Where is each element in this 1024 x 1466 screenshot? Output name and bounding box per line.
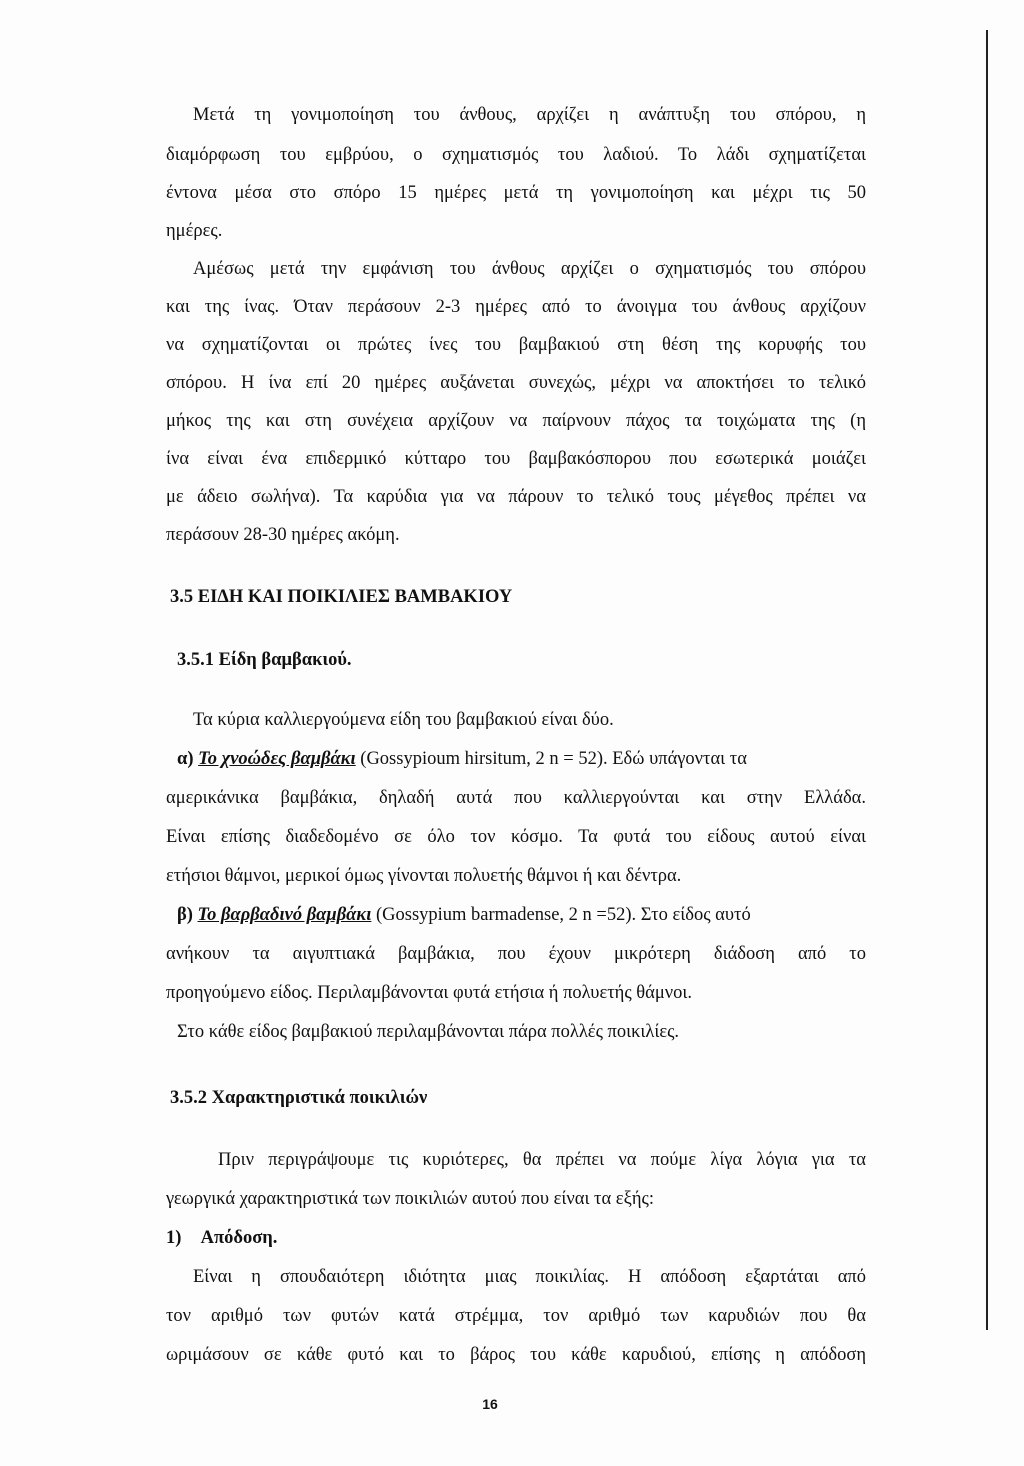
paragraph-line: γεωργικά χαρακτηριστικά των ποικιλιών αυτού που είναι τα εξής: xyxy=(166,1189,654,1209)
species-b-name: Το βαρβαδινό βαμβάκι xyxy=(197,905,372,925)
species-b-rest: (Gossypium barmadense, 2 n =52). Στο είδος αυτό xyxy=(371,905,751,925)
paragraph-line: αμερικάνικα βαμβάκια, δηλαδή αυτά που καλλιεργούνται και στην Ελλάδα. xyxy=(166,788,866,808)
paragraph-line: Είναι επίσης διαδεδομένο σε όλο τον κόσμο. Τα φυτά του είδους αυτού είναι xyxy=(166,827,866,847)
paragraph-line: περάσουν 28-30 ημέρες ακόμη. xyxy=(166,525,400,545)
paragraph-line: ίνα είναι ένα επιδερμικό κύτταρο του βαμβακόσπορου που εσωτερικά μοιάζει xyxy=(166,449,866,469)
paragraph-line: Στο κάθε είδος βαμβακιού περιλαμβάνονται πάρα πολλές ποικιλίες. xyxy=(177,1022,680,1042)
paragraph-line: μήκος της και στη συνέχεια αρχίζουν να παίρνουν πάχος τα τοιχώματα της (η xyxy=(166,411,866,431)
paragraph-line: ετήσιοι θάμνοι, μερικοί όμως γίνονται πολυετής θάμνοι ή και δέντρα. xyxy=(166,866,682,886)
subsection-heading: 3.5.1 Είδη βαμβακιού. xyxy=(177,650,352,670)
paragraph-line: με άδειο σωλήνα). Τα καρύδια για να πάρουν το τελικό τους μέγεθος πρέπει να xyxy=(166,487,866,507)
species-b-line xyxy=(177,903,866,927)
scan-edge-line xyxy=(986,30,988,1330)
paragraph-line: τον αριθμό των φυτών κατά στρέμμα, τον αριθμό των καρυδιών που θα xyxy=(166,1306,866,1326)
paragraph-line: Είναι η σπουδαιότερη ιδιότητα μιας ποικιλίας. Η απόδοση εξαρτάται από xyxy=(193,1267,866,1287)
paragraph-line: ανήκουν τα αιγυπτιακά βαμβάκια, που έχουν μικρότερη διάδοση από το xyxy=(166,944,866,964)
species-a-line xyxy=(177,747,866,771)
paragraph-line: και της ίνας. Όταν περάσουν 2-3 ημέρες από το άνοιγμα του άνθους αρχίζουν xyxy=(166,297,866,317)
paragraph-line: Τα κύρια καλλιεργούμενα είδη του βαμβακιού είναι δύο. xyxy=(193,710,614,730)
list-item-marker: 1) xyxy=(166,1228,182,1248)
subsection-heading: 3.5.2 Χαρακτηριστικά ποικιλιών xyxy=(170,1088,428,1108)
species-a-name: Το χνοώδες βαμβάκι xyxy=(198,749,356,769)
paragraph-line: έντονα μέσα στο σπόρο 15 ημέρες μετά τη γονιμοποίηση και μέχρι τις 50 xyxy=(166,183,866,203)
list-item-1 xyxy=(166,1226,866,1250)
list-item-label: Απόδοση. xyxy=(200,1228,278,1248)
paragraph-line: σπόρου. Η ίνα επί 20 ημέρες αυξάνεται συνεχώς, μέχρι να αποκτήσει το τελικό xyxy=(166,373,866,393)
paragraph-line: να σχηματίζονται οι πρώτες ίνες του βαμβακιού στη θέση της κορυφής του xyxy=(166,335,866,355)
paragraph-line: ωριμάσουν σε κάθε φυτό και το βάρος του κάθε καρυδιού, επίσης η απόδοση xyxy=(166,1345,866,1365)
paragraph-line: Μετά τη γονιμοποίηση του άνθους, αρχίζει η ανάπτυξη του σπόρου, η xyxy=(193,105,866,125)
page-number: 16 xyxy=(482,1396,498,1412)
species-a-rest: (Gossypioum hirsitum, 2 n = 52). Εδώ υπάγονται τα xyxy=(355,749,747,769)
paragraph-line: προηγούμενο είδος. Περιλαμβάνονται φυτά ετήσια ή πολυετής θάμνοι. xyxy=(166,983,692,1003)
species-b-marker: β) xyxy=(177,905,193,925)
species-a-marker: α) xyxy=(177,749,194,769)
paragraph-line: διαμόρφωση του εμβρύου, ο σχηματισμός του λαδιού. Το λάδι σχηματίζεται xyxy=(166,145,866,165)
paragraph-line: Πριν περιγράψουμε τις κυριότερες, θα πρέπει να πούμε λίγα λόγια για τα xyxy=(218,1150,866,1170)
paragraph-line: ημέρες. xyxy=(166,221,223,241)
section-heading: 3.5 ΕΙΔΗ ΚΑΙ ΠΟΙΚΙΛΙΕΣ ΒΑΜΒΑΚΙΟΥ xyxy=(170,587,513,607)
paragraph-line: Αμέσως μετά την εμφάνιση του άνθους αρχίζει ο σχηματισμός του σπόρου xyxy=(193,259,866,279)
